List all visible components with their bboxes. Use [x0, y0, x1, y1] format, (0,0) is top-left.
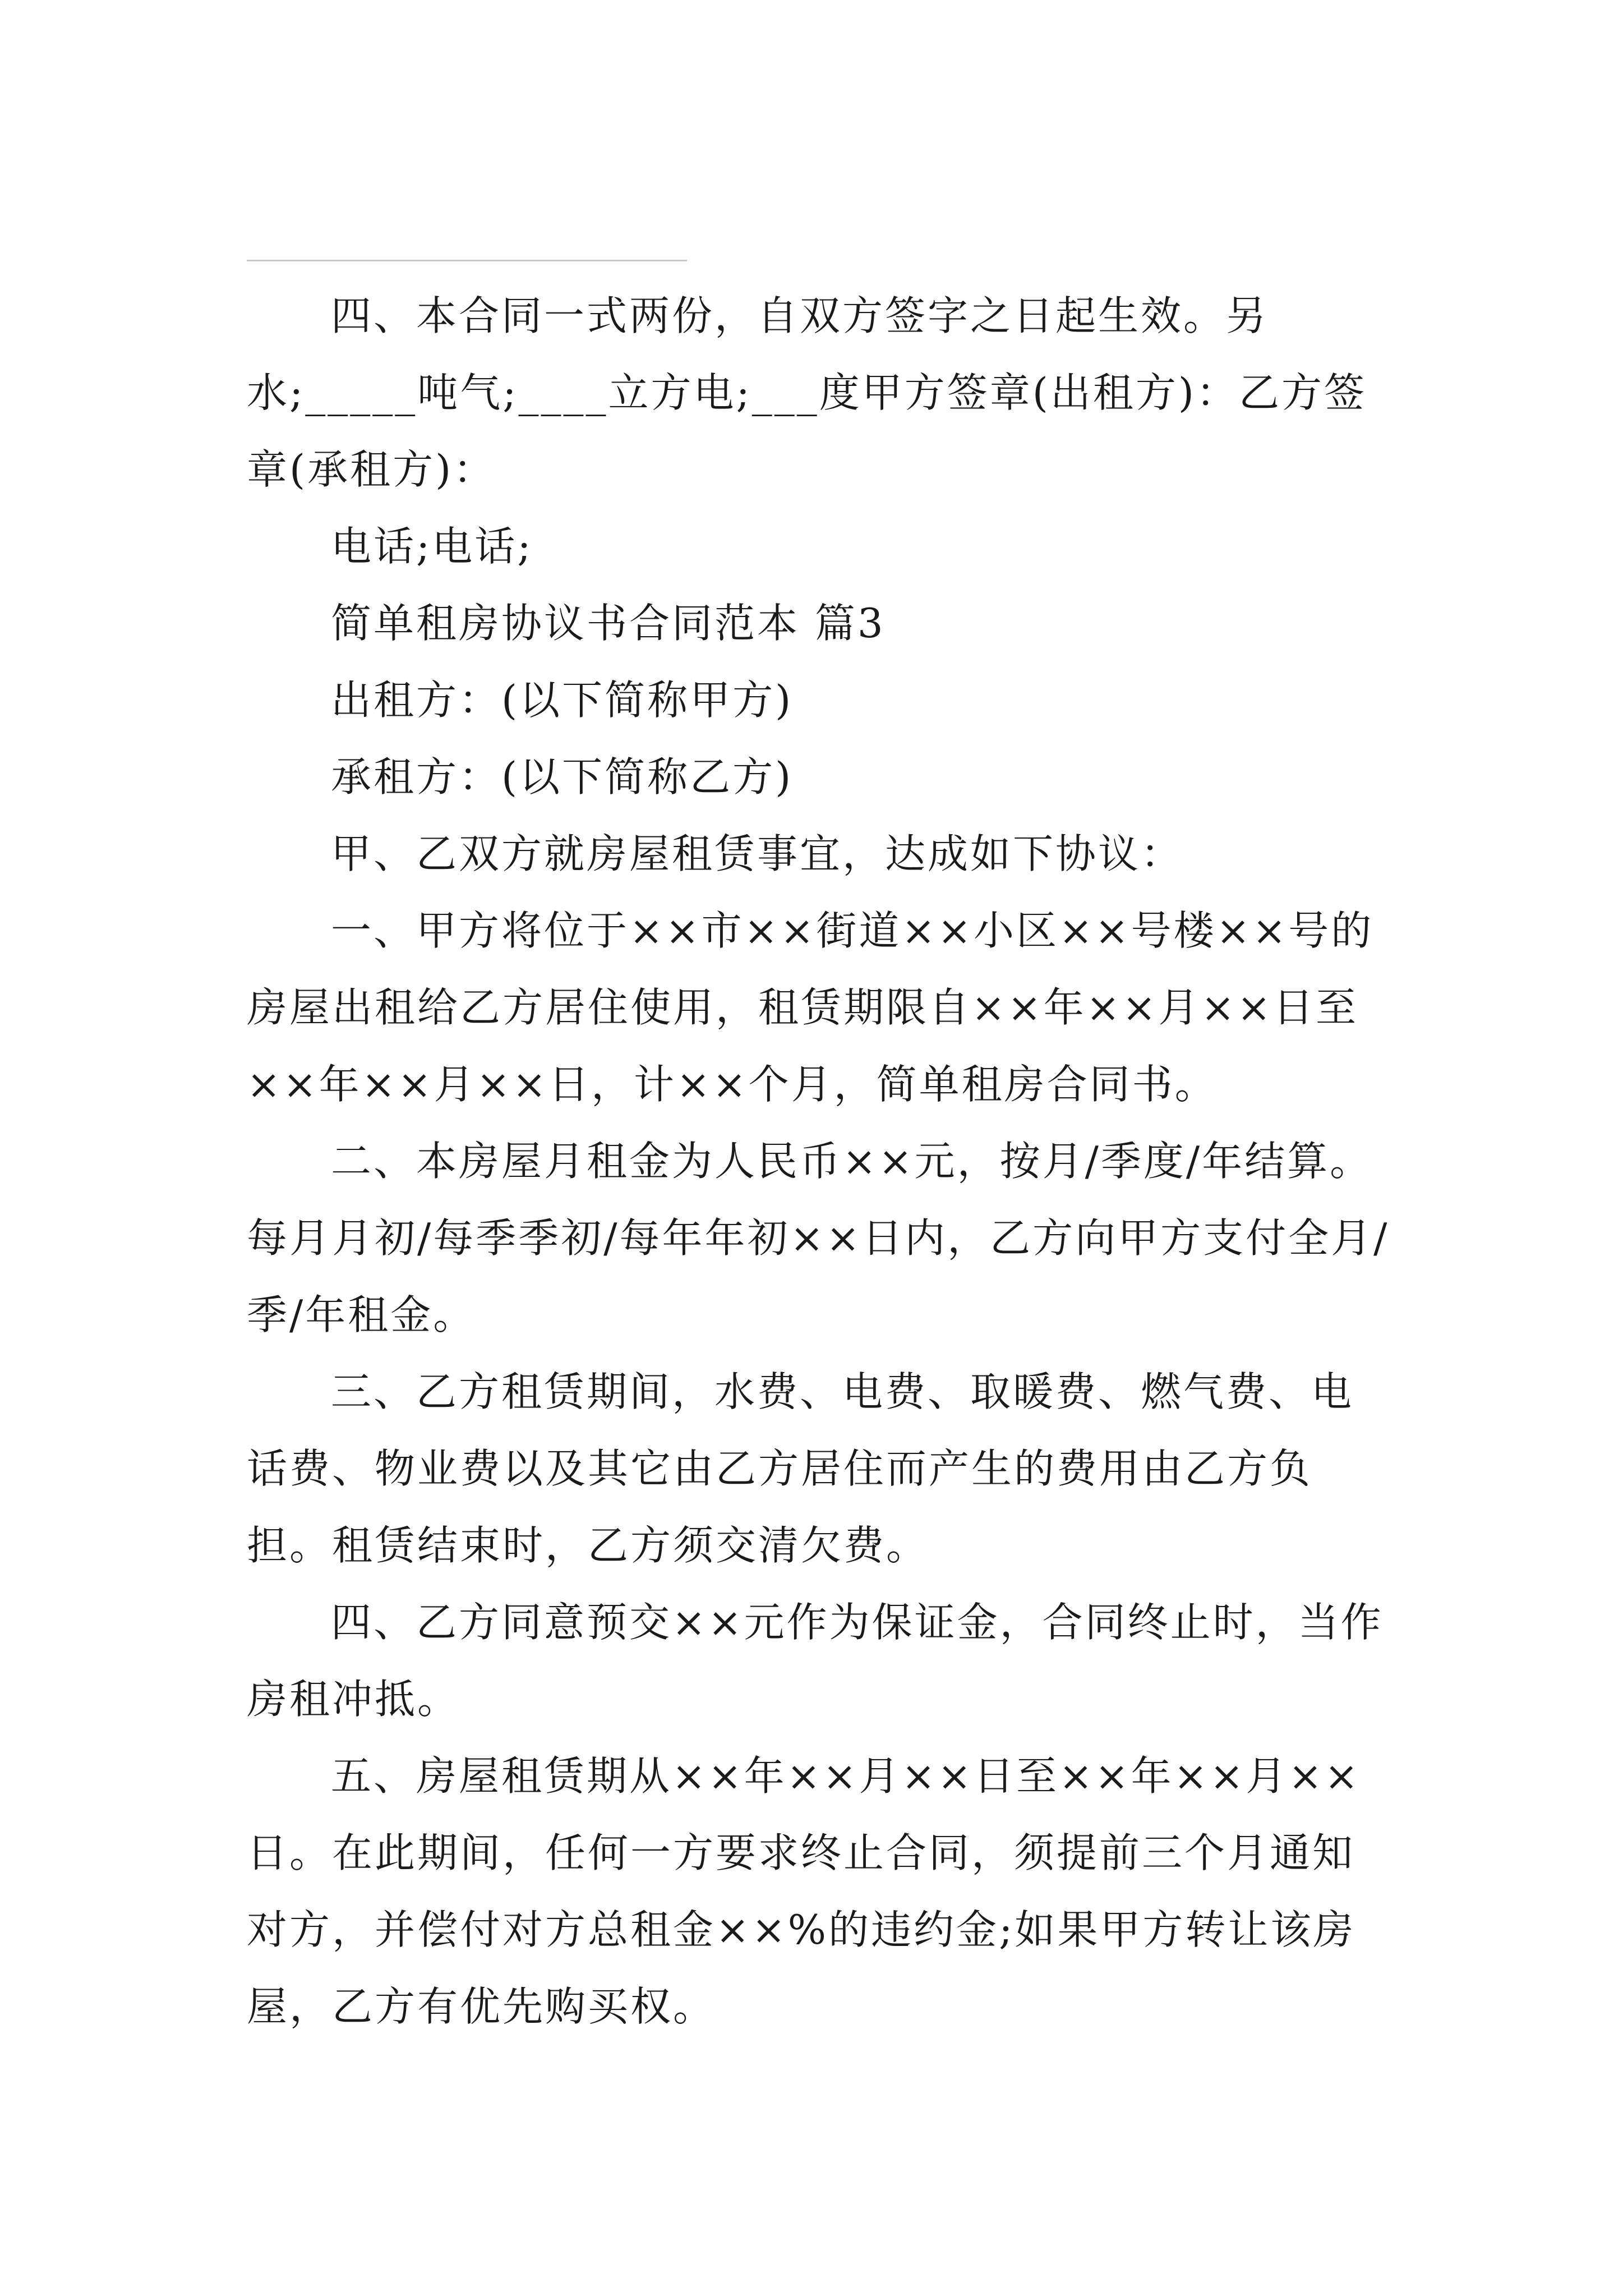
paragraph-contract-effect: 四、本合同一式两份，自双方签字之日起生效。另水;_____吨气;____立方电;___度甲方签章(出租方)：乙方签章(承租方)： [247, 292, 1367, 493]
document-body [247, 278, 1391, 2045]
paragraph-clause-1: 一、甲方将位于××市××街道××小区××号楼××号的房屋出租给乙方居住使用，租赁期限自××年××月××日至××年××月××日，计××个月，简单租房合同书。 [247, 907, 1374, 1108]
paragraph-clause-2: 二、本房屋月租金为人民币××元，按月/季度/年结算。每月月初/每季季初/每年年初××日内，乙方向甲方支付全月/季/年租金。 [247, 1138, 1390, 1338]
header-divider [247, 260, 687, 261]
paragraph-clause-5: 五、房屋租赁期从××年××月××日至××年××月××日。在此期间，任何一方要求终止合同，须提前三个月通知对方，并偿付对方总租金××%的违约金;如果甲方转让该房屋，乙方有优先购买权。 [247, 1752, 1361, 2030]
paragraph-clause-4: 四、乙方同意预交××元作为保证金，合同终止时，当作房租冲抵。 [247, 1599, 1384, 1723]
paragraph-lessee: 承租方：(以下简称乙方) [331, 753, 794, 800]
paragraph-agreement-intro: 甲、乙双方就房屋租赁事宜，达成如下协议： [331, 830, 1184, 877]
paragraph-phone: 电话;电话; [331, 523, 533, 570]
paragraph-clause-3: 三、乙方租赁期间，水费、电费、取暖费、燃气费、电话费、物业费以及其它由乙方居住而产生的费用由乙方负担。租赁结束时，乙方须交清欠费。 [247, 1368, 1354, 1569]
section-title: 简单租房协议书合同范本 篇3 [331, 600, 886, 647]
paragraph-lessor: 出租方：(以下简称甲方) [331, 677, 794, 724]
